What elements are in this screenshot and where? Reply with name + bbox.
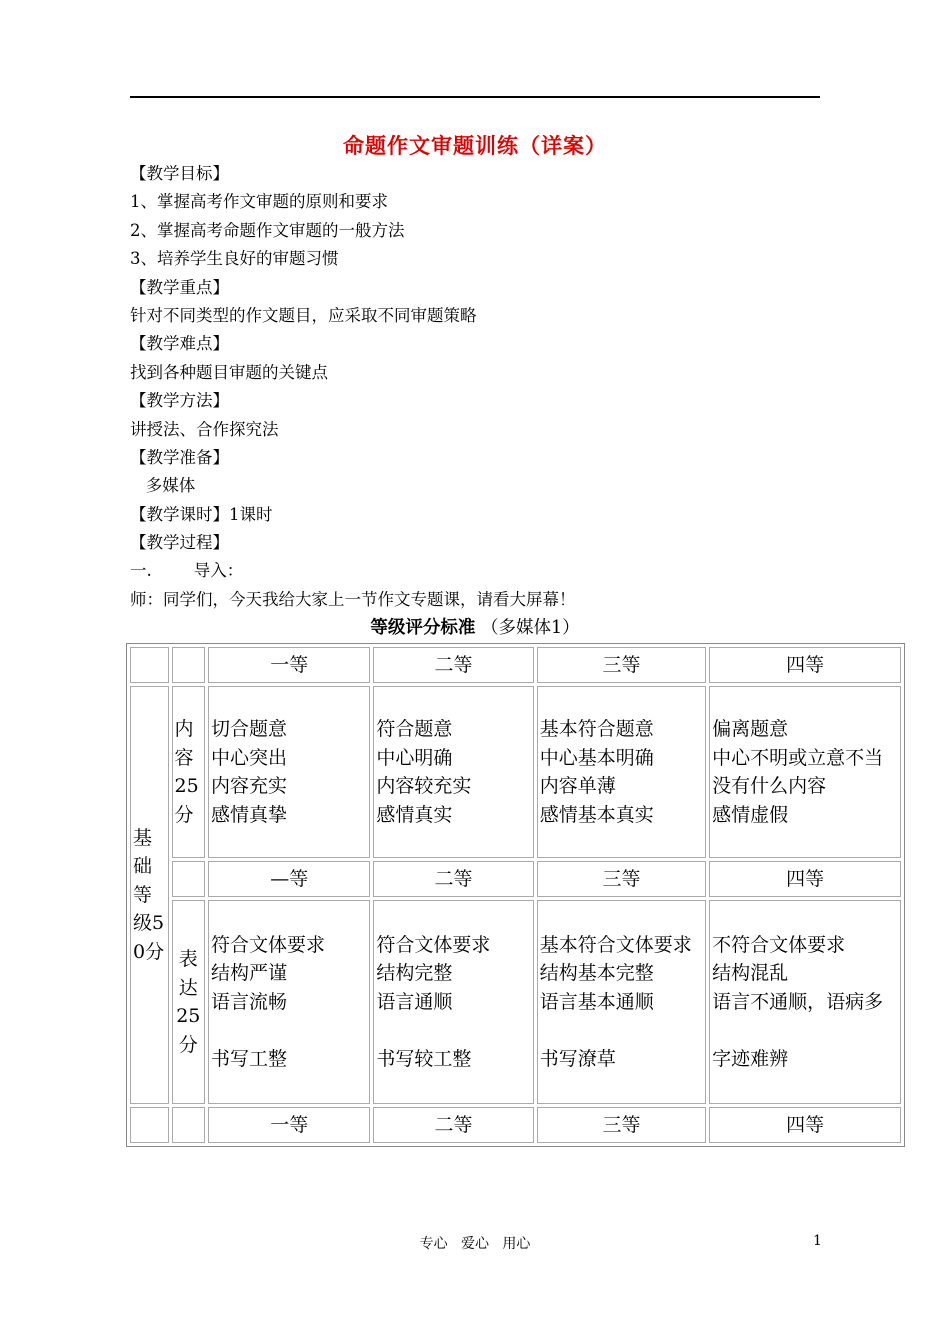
expression-cell: 不符合文体要求 结构混乱 语言不通顺，语病多 字迹难辨 [709, 900, 901, 1104]
text-line: 找到各种题目审题的关键点 [130, 362, 328, 382]
table-row [130, 686, 901, 858]
text-line: 3、培养学生良好的审题习惯 [130, 249, 339, 269]
content-cell: 符合题意 中心明确 内容较充实 感情真实 [373, 686, 533, 858]
grade-header: 三等 [537, 861, 706, 897]
table-row [130, 861, 901, 897]
text-line: 师：同学们，今天我给大家上一节作文专题课，请看大屏幕！ [130, 589, 576, 609]
grade-header: 三等 [537, 1107, 706, 1143]
expression-label: 表达25分 [172, 900, 205, 1104]
text-line: 【教学目标】 [130, 164, 229, 183]
text-line: 【教学重点】 [130, 277, 229, 297]
empty-cell [172, 1107, 205, 1143]
grade-header: 四等 [709, 1107, 901, 1143]
basic-level-label: 基础等级50分 [130, 686, 169, 1104]
content-cell: 切合题意 中心突出 内容充实 感情真挚 [208, 686, 370, 858]
text-line: 【教学难点】 [130, 334, 229, 354]
expression-cell: 符合文体要求 结构严谨 语言流畅 书写工整 [208, 900, 370, 1104]
empty-cell [172, 861, 205, 897]
text-line: 【教学课时】1课时 [130, 504, 273, 524]
text-line: 讲授法、合作探究法 [130, 419, 279, 439]
expression-cell: 符合文体要求 结构完整 语言通顺 书写较工整 [373, 900, 533, 1104]
grade-header: 一等 [208, 647, 370, 683]
grade-header: 二等 [373, 1107, 533, 1143]
grade-header: 四等 [709, 861, 901, 897]
table-row [130, 647, 901, 683]
empty-cell [130, 1107, 169, 1143]
text-line: 多媒体 [130, 476, 196, 496]
caption-main: 等级评分标准 [370, 618, 476, 638]
grade-header: —等 [208, 861, 370, 897]
content-cell: 基本符合题意 中心基本明确 内容单薄 感情基本真实 [537, 686, 706, 858]
table-row [130, 1107, 901, 1143]
text-line: 一. 导入： [130, 561, 244, 581]
grade-header: 四等 [709, 647, 901, 683]
empty-cell [172, 647, 205, 683]
body-text [130, 160, 830, 614]
page-number: 1 [813, 1233, 822, 1249]
table-caption [0, 614, 950, 639]
table-row [130, 900, 901, 1104]
text-line: 针对不同类型的作文题目，应采取不同审题策略 [130, 305, 477, 325]
empty-cell [130, 647, 169, 683]
grade-header: 一等 [208, 1107, 370, 1143]
content-label: 内容25分 [172, 686, 205, 858]
grade-header: 三等 [537, 647, 706, 683]
expression-cell: 基本符合文体要求 结构基本完整 语言基本通顺 书写潦草 [537, 900, 706, 1104]
content-cell: 偏离题意 中心不明或立意不当 没有什么内容 感情虚假 [709, 686, 901, 858]
header-rule [130, 96, 820, 98]
grade-header: 二等 [373, 861, 533, 897]
grading-table [126, 643, 905, 1147]
footer-motto: 专心 爱心 用心 [419, 1236, 531, 1252]
grade-header: 二等 [373, 647, 533, 683]
text-line: 1、掌握高考作文审题的原则和要求 [130, 192, 388, 212]
caption-sub: （多媒体1） [480, 618, 580, 638]
text-line: 2、掌握高考命题作文审题的一般方法 [130, 220, 405, 240]
text-line: 【教学方法】 [130, 391, 229, 411]
text-line: 【教学过程】 [130, 533, 229, 553]
doc-title: 命题作文审题训练（详案） [343, 134, 607, 158]
text-line: 【教学准备】 [130, 447, 229, 467]
